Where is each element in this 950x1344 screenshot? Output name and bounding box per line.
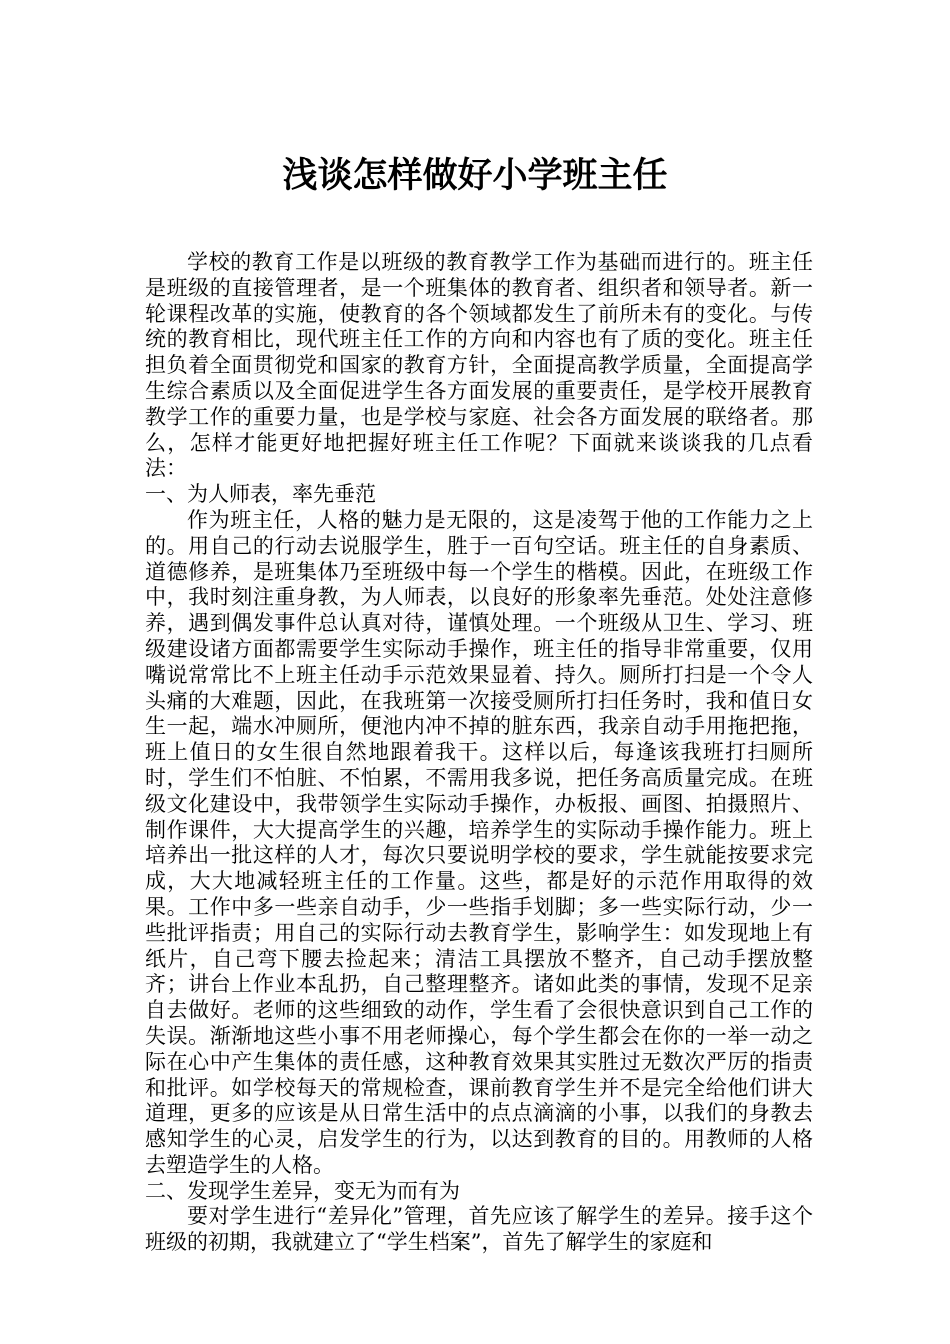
section-1-paragraph: 作为班主任，人格的魅力是无限的，这是凌驾于他的工作能力之上的。用自己的行动去说服学生，胜于一百句空话。班主任的自身素质、道德修养，是班集体乃至班级中每一个学生的楷模。因此，在班级工作中，我时刻注重身教，为人师表，以良好的形象率先垂范。处处注意修养，遇到偶发事件总认真对待，谨慎处理。一个班级从卫生、学习、班级建设诸方面都需要学生实际动手操作，班主任的指导非常重要，仅用嘴说常常比不上班主任动手示范效果显着、持久。厕所打扫是一个令人头痛的大难题，因此，在我班第一次接受厕所打扫任务时，我和值日女生一起，端水冲厕所，便池内冲不掉的脏东西，我亲自动手用拖把拖，班上值日的女生很自然地跟着我干。这样以后，每逢该我班打扫厕所时，学生们不怕脏、不怕累，不需用我多说，把任务高质量完成。在班级文化建设中，我带领学生实际动手操作，办板报、画图、拍摄照片、制作课件，大大提高学生的兴趣，培养学生的实际动手操作能力。班上培养出一批这样的人才，每次只要说明学校的要求，学生就能按要求完成，大大地减轻班主任的工作量。这些，都是好的示范作用取得的效果。工作中多一些亲自动手，少一些指手划脚；多一些实际行动，少一些批评指责；用自己的实际行动去教育学生，影响学生：如发现地上有纸片，自己弯下腰去捡起来；清洁工具摆放不整齐，自己动手摆放整齐；讲台上作业本乱扔，自己整理整齐。诸如此类的事情，发现不足亲自去做好。老师的这些细致的动作，学生看了会很快意识到自己工作的失误。渐渐地这些小事不用老师操心，每个学生都会在你的一举一动之际在心中产生集体的责任感，这种教育效果其实胜过无数次严厉的指责和批评。如学校每天的常规检查，课前教育学生并不是完全给他们讲大道理，更多的应该是从日常生活中的点点滴滴的小事，以我们的身教去感知学生的心灵，启发学生的行为，以达到教育的目的。用教师的人格去塑造学生的人格。: [145, 507, 813, 1177]
section-1-heading: 一、为人师表，率先垂范: [145, 482, 376, 507]
intro-paragraph: 学校的教育工作是以班级的教育教学工作为基础而进行的。班主任是班级的直接管理者，是一个班集体的教育者、组织者和领导者。新一轮课程改革的实施，使教育的各个领域都发生了前所未有的变化。与传统的教育相比，现代班主任工作的方向和内容也有了质的变化。班主任担负着全面贯彻党和国家的教育方针，全面提高教学质量，全面提高学生综合素质以及全面促进学生各方面发展的重要责任，是学校开展教育教学工作的重要力量，也是学校与家庭、社会各方面发展的联络者。那么，怎样才能更好地把握好班主任工作呢？下面就来谈谈我的几点看法：: [145, 250, 813, 481]
section-2-heading: 二、发现学生差异，变无为而有为: [145, 1178, 460, 1203]
document-body: [145, 250, 813, 1256]
section-2-paragraph: 要对学生进行“差异化”管理，首先应该了解学生的差异。接手这个班级的初期，我就建立了“学生档案”，首先了解学生的家庭和: [145, 1204, 813, 1255]
document-title: 浅谈怎样做好小学班主任: [282, 156, 668, 196]
